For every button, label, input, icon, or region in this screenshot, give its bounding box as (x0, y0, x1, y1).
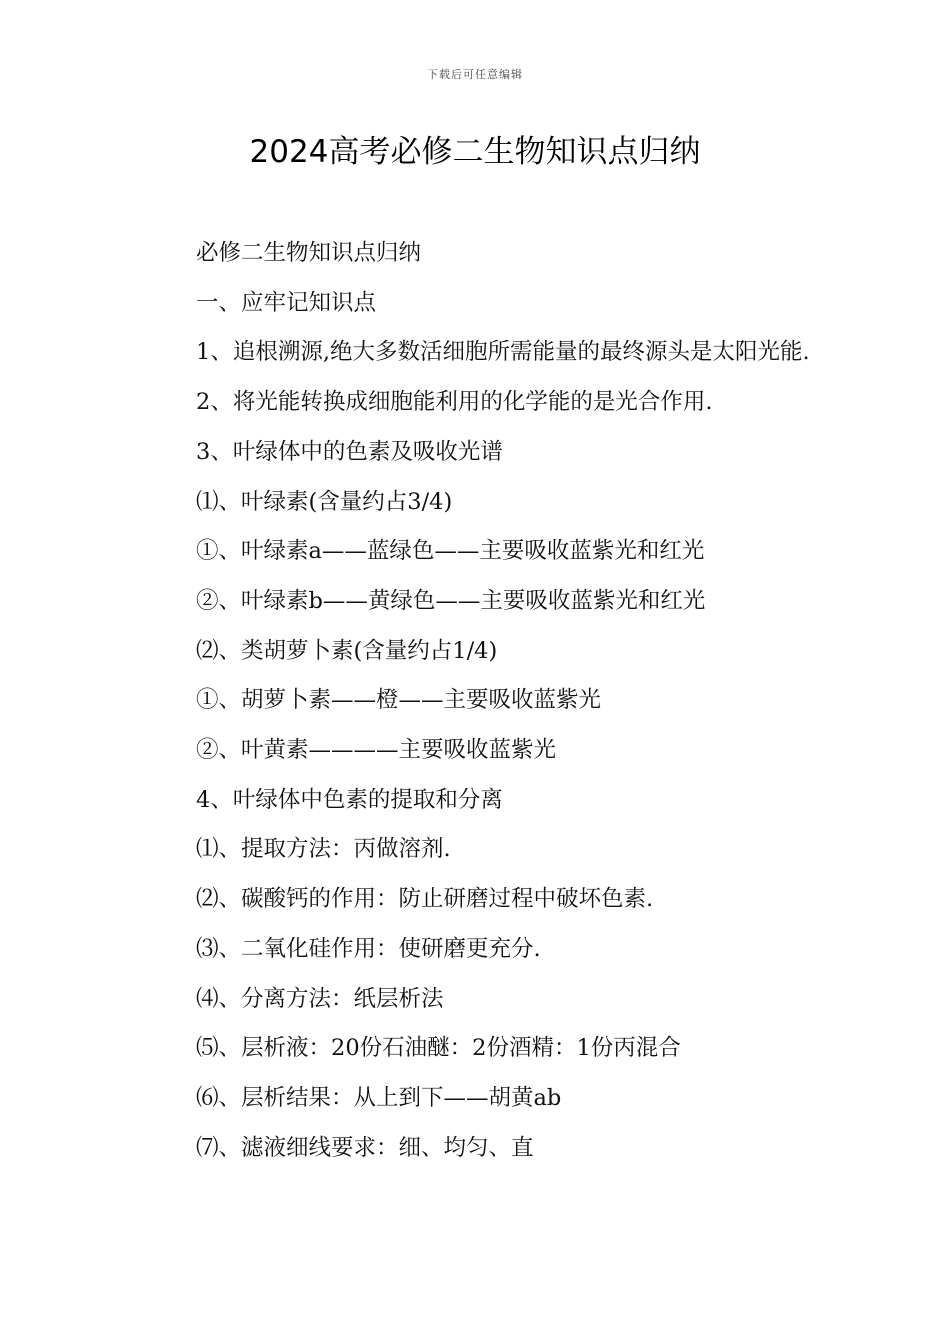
list-item: 2、将光能转换成细胞能利用的化学能的是光合作用. (196, 389, 713, 416)
list-item: ⑴、提取方法：丙做溶剂. (196, 836, 451, 863)
list-item: ⑵、类胡萝卜素(含量约占1/4) (196, 637, 498, 664)
list-item: ②、叶黄素————主要吸收蓝紫光 (196, 737, 557, 764)
list-item: ①、胡萝卜素——橙——主要吸收蓝紫光 (196, 687, 602, 714)
paragraph-subtitle: 必修二生物知识点归纳 (196, 240, 422, 266)
header-note: 下载后可任意编辑 (427, 68, 523, 81)
list-item: 1、追根溯源,绝大多数活细胞所需能量的最终源头是太阳光能. (196, 339, 810, 366)
list-item: ⑺、滤液细线要求：细、均匀、直 (196, 1134, 534, 1161)
list-item: ⑹、层析结果：从上到下——胡黄ab (196, 1084, 562, 1111)
list-item: ①、叶绿素a——蓝绿色——主要吸收蓝紫光和红光 (196, 538, 705, 565)
list-item: ⑵、碳酸钙的作用：防止研磨过程中破坏色素. (196, 886, 654, 913)
list-item: ⑴、叶绿素(含量约占3/4) (196, 488, 453, 515)
list-item: 4、叶绿体中色素的提取和分离 (196, 786, 503, 813)
list-item: ②、叶绿素b——黄绿色——主要吸收蓝紫光和红光 (196, 587, 706, 614)
list-item: ⑸、层析液：20份石油醚：2份酒精：1份丙混合 (196, 1035, 681, 1062)
list-item: ⑶、二氧化硅作用：使研磨更充分. (196, 935, 541, 962)
document-body (145, 229, 815, 1173)
list-item: 3、叶绿体中的色素及吸收光谱 (196, 438, 503, 465)
list-item: ⑷、分离方法：纸层析法 (196, 985, 444, 1012)
document-title: 2024高考必修二生物知识点归纳 (249, 134, 701, 170)
section-heading: 一、应牢记知识点 (196, 289, 377, 316)
